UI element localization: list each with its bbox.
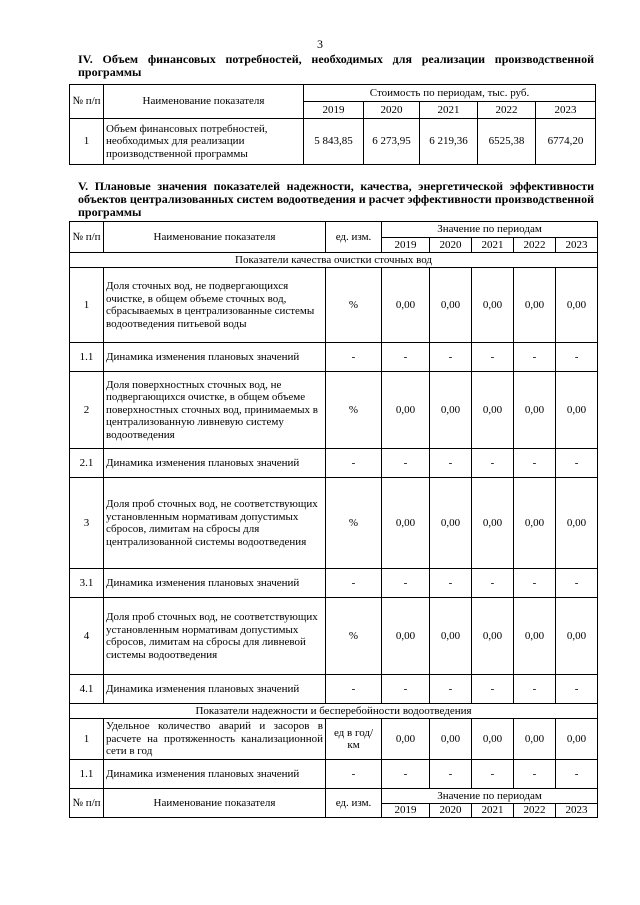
row-num: 1 [70, 268, 104, 343]
row-unit: % [326, 598, 382, 675]
row-value: - [430, 760, 472, 789]
row-value: 0,00 [382, 268, 430, 343]
row-value: - [472, 343, 514, 372]
row-value: - [382, 449, 430, 478]
row-value: 0,00 [514, 478, 556, 569]
row-value: 0,00 [514, 598, 556, 675]
row-value: 0,00 [472, 719, 514, 760]
row-name: Объем финансовых потребностей, необходимых для реализации производственной программы [104, 119, 304, 165]
year-header: 2023 [556, 238, 598, 253]
table-row [70, 760, 598, 789]
col-header-num: № п/п [70, 85, 104, 119]
row-unit: - [326, 343, 382, 372]
row-value: 0,00 [556, 372, 598, 449]
row-value: - [472, 569, 514, 598]
col-header-num: № п/п [70, 222, 104, 253]
row-num: 1.1 [70, 343, 104, 372]
row-value: 0,00 [556, 598, 598, 675]
row-value: - [514, 675, 556, 704]
year-header: 2021 [472, 804, 514, 818]
row-value: 0,00 [430, 719, 472, 760]
year-header: 2019 [382, 804, 430, 818]
row-value: 0,00 [472, 372, 514, 449]
row-value: - [514, 343, 556, 372]
row-value: 6 219,36 [420, 119, 478, 165]
row-num: 2.1 [70, 449, 104, 478]
table-row [70, 478, 598, 569]
section-4-heading: IV. Объем финансовых потребностей, необходимых для реализации производственной программы [78, 52, 594, 79]
row-value: 0,00 [556, 268, 598, 343]
row-value: - [556, 675, 598, 704]
row-value: - [556, 449, 598, 478]
table-row [70, 343, 598, 372]
row-value: 0,00 [382, 478, 430, 569]
row-unit: % [326, 478, 382, 569]
row-value: - [514, 569, 556, 598]
row-unit: % [326, 268, 382, 343]
col-header-cost: Стоимость по периодам, тыс. руб. [304, 85, 596, 102]
table-row [70, 719, 598, 760]
row-value: 0,00 [382, 719, 430, 760]
row-value: - [556, 569, 598, 598]
row-unit: ед в год/ км [326, 719, 382, 760]
row-value: - [382, 569, 430, 598]
year-header: 2023 [556, 804, 598, 818]
row-value: 0,00 [382, 372, 430, 449]
col-header-num: № п/п [70, 789, 104, 818]
row-unit: - [326, 449, 382, 478]
row-value: 0,00 [514, 268, 556, 343]
row-num: 1 [70, 719, 104, 760]
row-value: 0,00 [472, 598, 514, 675]
table-row [70, 569, 598, 598]
col-header-periods: Значение по периодам [382, 789, 598, 804]
col-header-name: Наименование показателя [104, 85, 304, 119]
row-name: Доля проб сточных вод, не соответствующих установленным нормативам допустимых сбросов, лимитам на сбросы для централизованной системы водоотведения [104, 478, 326, 569]
row-value: 0,00 [472, 478, 514, 569]
row-name: Доля сточных вод, не подвергающихся очистке, в общем объеме сточных вод, сбрасываемых в централизованные системы водоотведения питьевой воды [104, 268, 326, 343]
year-header: 2019 [304, 102, 364, 119]
table-row [70, 268, 598, 343]
row-value: - [430, 569, 472, 598]
row-num: 1.1 [70, 760, 104, 789]
year-header: 2020 [364, 102, 420, 119]
row-name: Доля поверхностных сточных вод, не подвергающихся очистке, в общем объеме поверхностных сточных вод, принимаемых в централизованную ливневую систему водоотведения [104, 372, 326, 449]
table-row [70, 449, 598, 478]
group-header: Показатели качества очистки сточных вод [70, 253, 598, 268]
section-5-heading: V. Плановые значения показателей надежности, качества, энергетической эффективности объектов централизованных систем водоотведения и расчет эффективности производственной программы [78, 179, 594, 219]
row-value: 0,00 [430, 268, 472, 343]
year-header: 2021 [472, 238, 514, 253]
table-row [70, 372, 598, 449]
year-header: 2020 [430, 804, 472, 818]
row-value: - [430, 343, 472, 372]
row-value: 0,00 [472, 268, 514, 343]
page-number: 3 [317, 37, 323, 51]
row-value: - [472, 449, 514, 478]
table-row [70, 675, 598, 704]
year-header: 2021 [420, 102, 478, 119]
row-name: Динамика изменения плановых значений [104, 569, 326, 598]
row-value: - [430, 449, 472, 478]
col-header-unit: ед. изм. [326, 222, 382, 253]
year-header: 2022 [478, 102, 536, 119]
row-num: 4 [70, 598, 104, 675]
row-value: 5 843,85 [304, 119, 364, 165]
row-name: Динамика изменения плановых значений [104, 343, 326, 372]
row-value: - [430, 675, 472, 704]
row-value: - [382, 343, 430, 372]
row-value: - [556, 343, 598, 372]
row-num: 4.1 [70, 675, 104, 704]
row-value: - [472, 675, 514, 704]
row-name: Динамика изменения плановых значений [104, 760, 326, 789]
group-header: Показатели надежности и бесперебойности водоотведения [70, 704, 598, 719]
row-unit: - [326, 569, 382, 598]
col-header-name: Наименование показателя [104, 789, 326, 818]
row-value: 0,00 [430, 598, 472, 675]
row-unit: - [326, 760, 382, 789]
row-value: 0,00 [514, 372, 556, 449]
row-unit: % [326, 372, 382, 449]
col-header-unit: ед. изм. [326, 789, 382, 818]
row-value: 0,00 [430, 478, 472, 569]
col-header-name: Наименование показателя [104, 222, 326, 253]
financial-needs-table [69, 84, 596, 165]
row-name: Динамика изменения плановых значений [104, 449, 326, 478]
row-name: Динамика изменения плановых значений [104, 675, 326, 704]
row-value: 0,00 [430, 372, 472, 449]
row-name: Доля проб сточных вод, не соответствующих установленным нормативам допустимых сбросов, лимитам на сбросы для ливневой системы водоотведения [104, 598, 326, 675]
row-value: - [382, 675, 430, 704]
row-value: - [556, 760, 598, 789]
row-value: 6774,20 [536, 119, 596, 165]
row-value: 0,00 [382, 598, 430, 675]
row-unit: - [326, 675, 382, 704]
row-name: Удельное количество аварий и засоров в расчете на протяженность канализационной сети в год [104, 719, 326, 760]
col-header-periods: Значение по периодам [382, 222, 598, 238]
row-num: 2 [70, 372, 104, 449]
indicators-table [69, 221, 598, 818]
year-header: 2020 [430, 238, 472, 253]
row-value: 0,00 [556, 719, 598, 760]
year-header: 2022 [514, 238, 556, 253]
year-header: 2019 [382, 238, 430, 253]
row-value: 0,00 [556, 478, 598, 569]
year-header: 2023 [536, 102, 596, 119]
row-num: 1 [70, 119, 104, 165]
row-value: - [382, 760, 430, 789]
row-value: 6 273,95 [364, 119, 420, 165]
row-num: 3.1 [70, 569, 104, 598]
row-value: 0,00 [514, 719, 556, 760]
row-value: - [514, 760, 556, 789]
row-value: - [472, 760, 514, 789]
year-header: 2022 [514, 804, 556, 818]
table-row [70, 119, 596, 165]
table-row [70, 598, 598, 675]
row-value: - [514, 449, 556, 478]
row-value: 6525,38 [478, 119, 536, 165]
row-num: 3 [70, 478, 104, 569]
